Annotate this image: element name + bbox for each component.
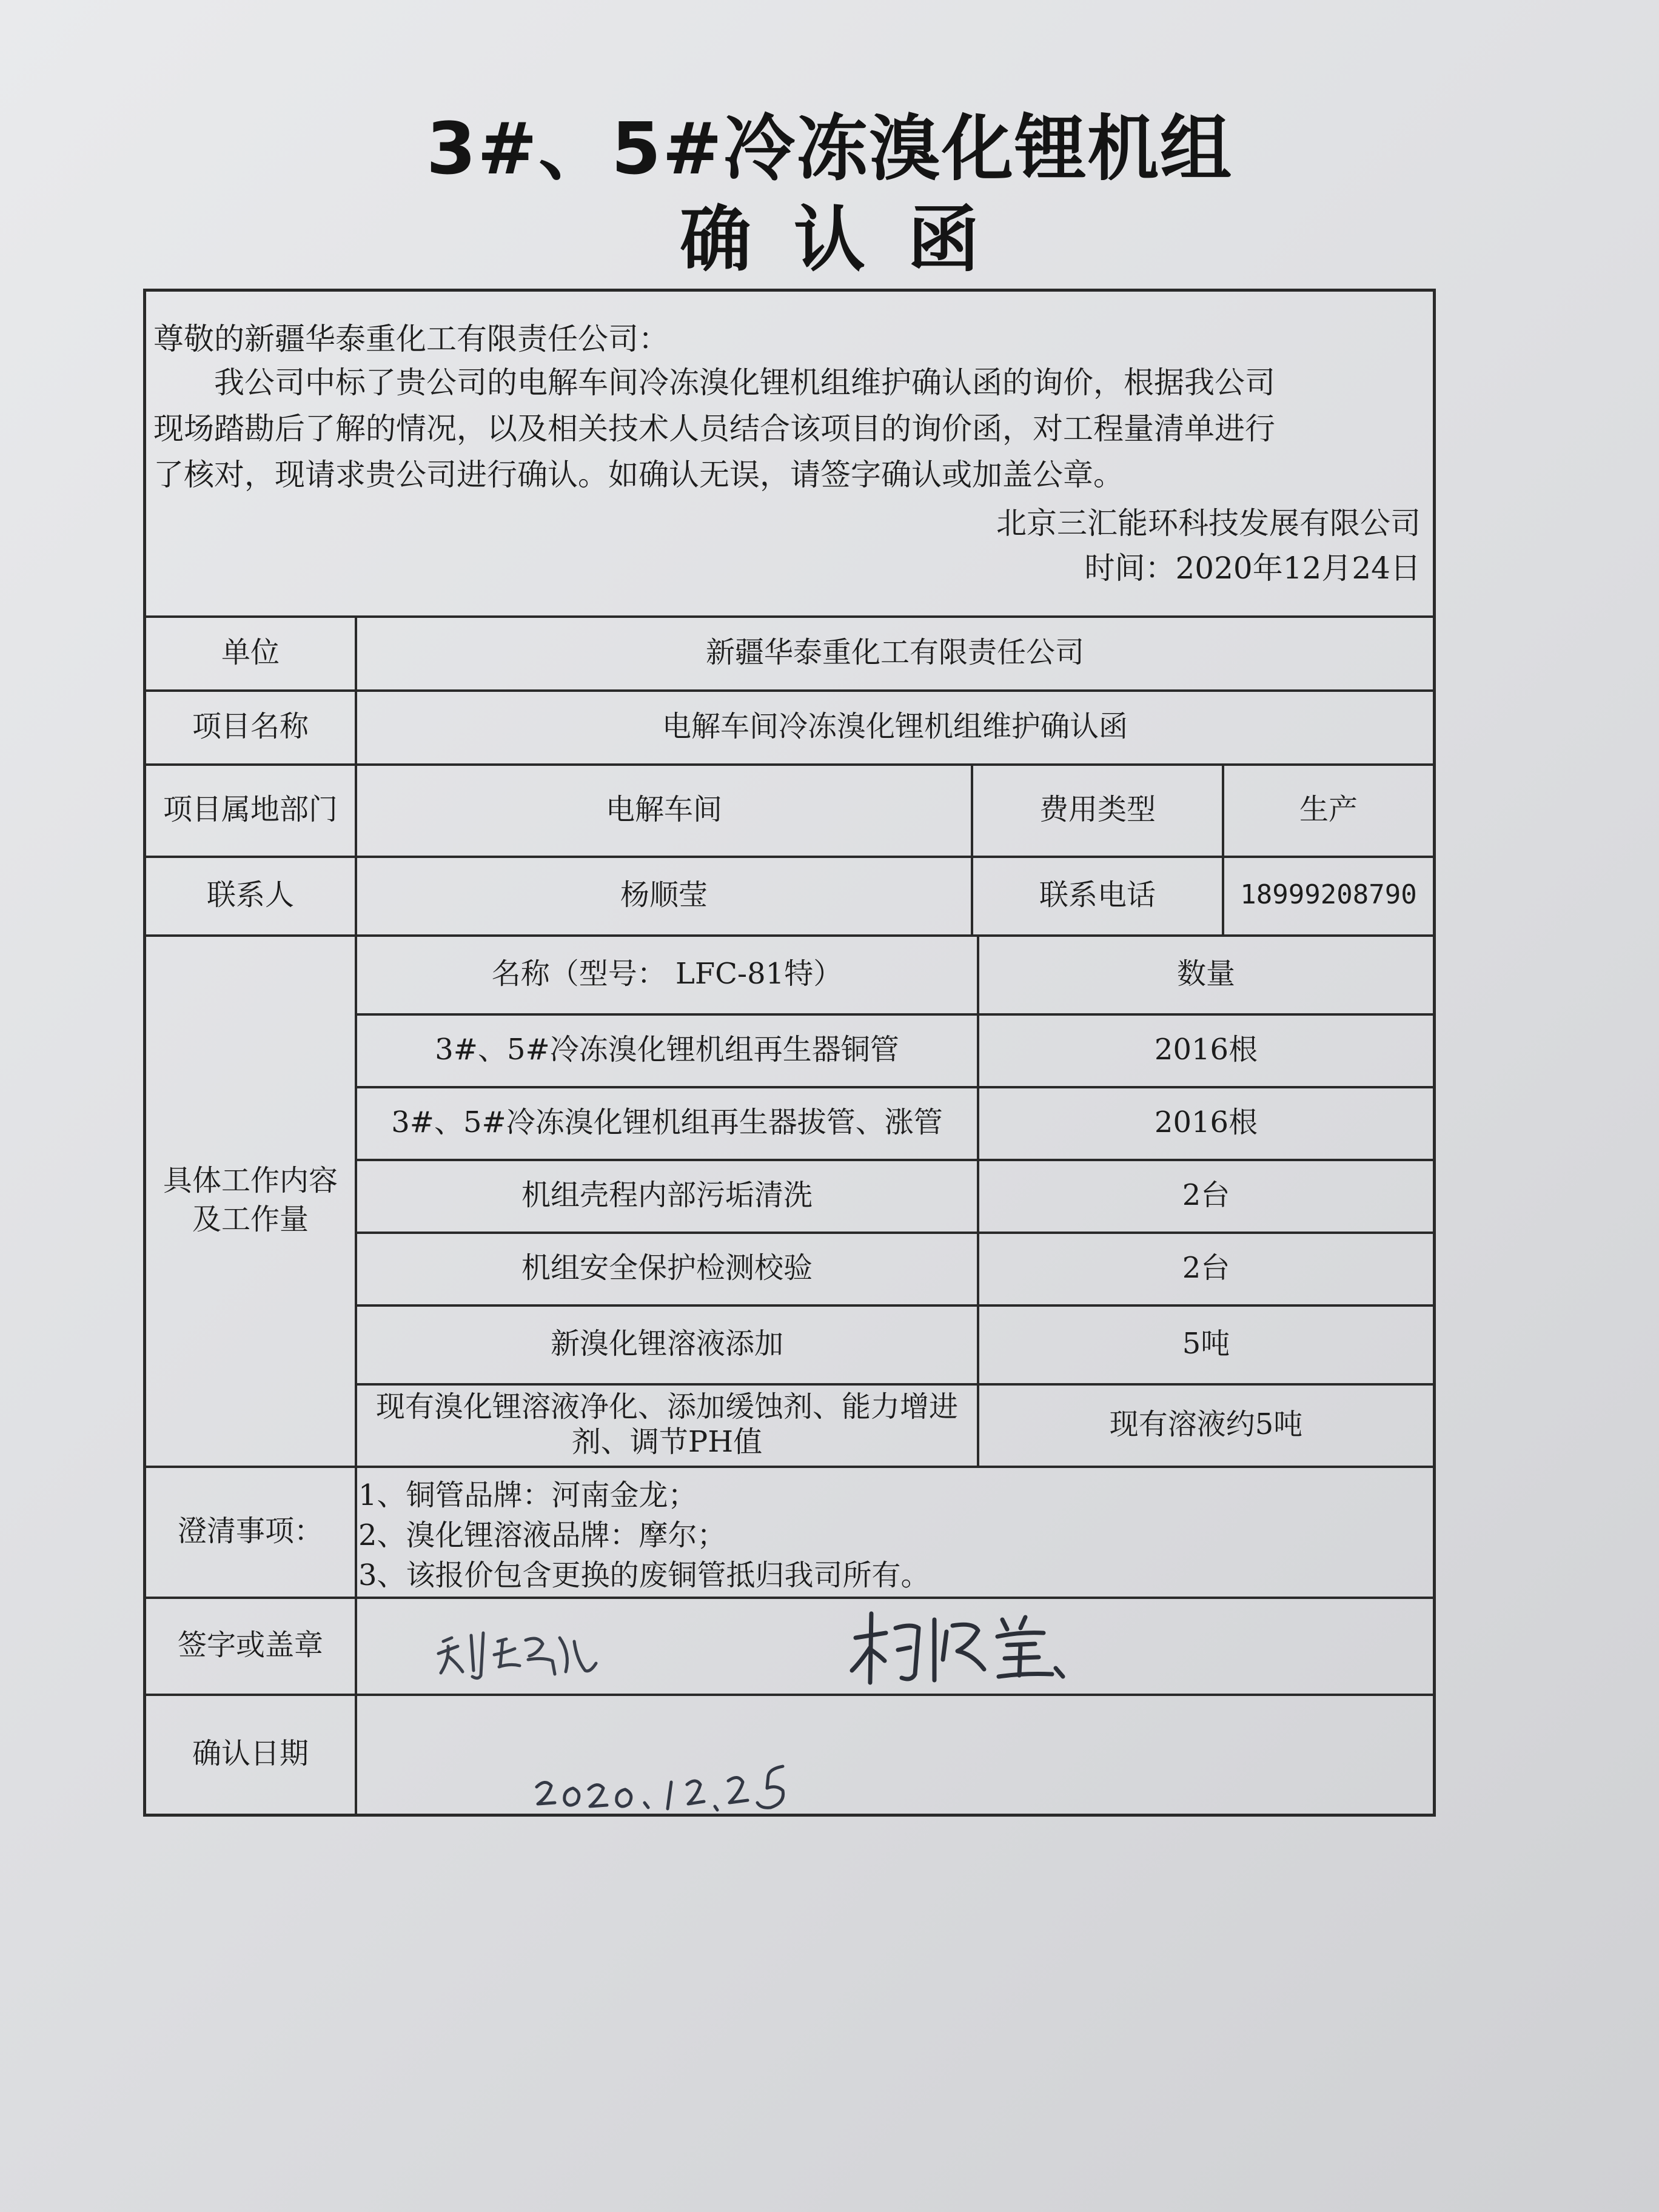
document-title-line2: 确认函	[679, 198, 1022, 281]
letter-section	[146, 292, 1433, 619]
confirmation-form	[143, 289, 1436, 1817]
work-header-quantity: 数量	[1176, 957, 1235, 991]
work-item-quantity: 5吨	[1182, 1327, 1230, 1361]
cost-type-label: 费用类型	[1039, 793, 1156, 826]
work-item-quantity: 现有溶液约5吨	[1109, 1407, 1303, 1441]
salutation: 尊敬的新疆华泰重化工有限责任公司：	[153, 321, 669, 357]
signature-label: 签字或盖章	[177, 1628, 323, 1662]
contact-label: 联系人	[206, 878, 294, 912]
letter-date: 时间：2020年12月24日	[1084, 551, 1421, 586]
work-item-name: 新溴化锂溶液添加	[550, 1327, 783, 1361]
work-item-name: 3#、5#冷冻溴化锂机组再生器铜管	[435, 1033, 899, 1067]
clarification-item: 2、溴化锂溶液品牌：摩尔；	[358, 1518, 726, 1552]
letter-body-line: 我公司中标了贵公司的电解车间冷冻溴化锂机组维护确认函的询价，根据我公司	[214, 365, 1275, 400]
letter-body	[153, 360, 1421, 498]
project-name-label: 项目名称	[192, 709, 309, 743]
handwritten-signature-2	[843, 1601, 1074, 1692]
work-item-name: 机组安全保护检测校验	[521, 1251, 813, 1285]
contact-value: 杨顺莹	[620, 878, 708, 912]
project-name-value: 电解车间冷冻溴化锂机组维护确认函	[662, 709, 1128, 743]
clarification-label: 澄清事项：	[177, 1514, 323, 1548]
clarification-item: 3、该报价包含更换的废铜管抵归我司所有。	[358, 1558, 930, 1592]
work-header-name: 名称（型号： LFC-81特）	[491, 957, 843, 991]
work-item-quantity: 2台	[1182, 1178, 1230, 1212]
cost-type-value: 生产	[1299, 793, 1358, 826]
clarification-item: 1、铜管品牌：河南金龙；	[358, 1478, 697, 1512]
phone-label: 联系电话	[1039, 878, 1156, 912]
handwritten-signature-1	[431, 1617, 607, 1684]
unit-value: 新疆华泰重化工有限责任公司	[705, 635, 1084, 669]
work-item-quantity: 2016根	[1154, 1105, 1258, 1139]
work-item-name: 机组壳程内部污垢清洗	[521, 1178, 813, 1212]
work-item-quantity: 2台	[1182, 1251, 1230, 1285]
work-item-name: 现有溴化锂溶液净化、添加缓蚀剂、能力增进剂、调节PH值	[375, 1390, 958, 1459]
work-item-quantity: 2016根	[1154, 1033, 1258, 1067]
confirm-date-label: 确认日期	[192, 1737, 309, 1771]
work-item-name: 3#、5#冷冻溴化锂机组再生器拔管、涨管	[391, 1105, 943, 1139]
handwritten-date	[528, 1754, 813, 1821]
document-title-line1: 3#、5#冷冻溴化锂机组	[426, 107, 1233, 190]
department-value: 电解车间	[605, 793, 722, 826]
unit-label: 单位	[221, 635, 280, 669]
department-label: 项目属地部门	[163, 793, 338, 826]
letter-body-line: 现场踏勘后了解的情况，以及相关技术人员结合该项目的询价函，对工程量清单进行	[153, 411, 1275, 446]
letter-body-line: 了核对，现请求贵公司进行确认。如确认无误，请签字确认或加盖公章。	[153, 457, 1124, 492]
sender-company: 北京三汇能环科技发展有限公司	[996, 506, 1421, 541]
phone-value: 18999208790	[1240, 879, 1417, 910]
work-content-label: 具体工作内容及工作量	[163, 1164, 338, 1236]
